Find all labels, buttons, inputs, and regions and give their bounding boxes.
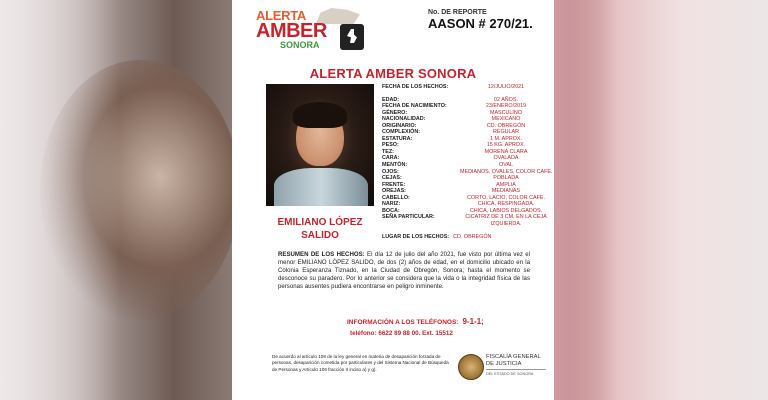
fact-value: MEDIANOS, OVALES, COLOR CAFE.	[460, 168, 553, 175]
fact-key: CARA:	[382, 155, 400, 162]
fact-key: OREJAS:	[382, 188, 406, 195]
report-label: No. DE REPORTE	[428, 9, 487, 16]
logo-line-3: SONORA	[280, 40, 320, 50]
fact-value: POBLADA	[493, 175, 519, 182]
fact-value: 02 AÑOS.	[494, 96, 518, 103]
incident-place	[382, 234, 491, 240]
fact-value: 1 M. APROX.	[489, 135, 523, 142]
fact-key: PESO:	[382, 142, 399, 149]
fact-key: FECHA DE LOS HECHOS:	[382, 84, 449, 90]
child-photo	[266, 84, 374, 206]
summary-text: El día 12 de julio del año 2021, fue visto por última vez el menor EMILIANO LÓPEZ SALIDO, de dos (2) años de edad, en el domicilio ubicado en la Colonia Esperanza Tiznado, en la Ciudad de Obregón, Sonora; hasta el momento se desconoce su paradero. Por lo anterior se considera que la vida o la integridad física de las personas ausentes pudiera encontrarse en peligro inminente.	[278, 251, 530, 290]
fact-value: CHICA, LABIOS DELGADOS.	[469, 207, 543, 214]
alert-document	[232, 0, 554, 400]
fact-key: BOCA:	[382, 207, 400, 214]
child-silhouette-icon	[340, 24, 364, 50]
fiscalia-line-3: DEL ESTADO DE SONORA	[486, 372, 534, 376]
fact-key: CABELLO:	[382, 194, 410, 201]
lugar-value: CD. OBREGÓN	[453, 234, 492, 240]
summary-paragraph	[278, 251, 530, 291]
fact-key: NACIONALIDAD:	[382, 116, 426, 123]
fact-key: COMPLEXIÓN:	[382, 129, 421, 136]
child-name-line-2: SALIDO	[301, 230, 339, 241]
lugar-key: LUGAR DE LOS HECHOS:	[382, 234, 450, 240]
fact-value: OVALADA	[493, 155, 519, 162]
logo-line-1: ALERTA	[256, 8, 306, 23]
child-name-line-1: EMILIANO LÓPEZ	[277, 217, 363, 228]
fact-key: NARIZ:	[382, 201, 401, 208]
emergency-number: 9-1-1;	[462, 317, 484, 326]
fact-value: CHICA, RESPINGADA.	[477, 201, 535, 208]
report-number: AASON # 270/21.	[428, 16, 533, 31]
fact-key: EDAD:	[382, 96, 400, 103]
fact-key: TEZ:	[382, 148, 394, 155]
alerta-amber-logo	[256, 8, 366, 58]
fact-key: MENTÓN:	[382, 162, 408, 169]
sena-key: SEÑA PARTICULAR:	[382, 214, 435, 220]
summary-lead: RESUMEN DE LOS HECHOS:	[278, 251, 365, 258]
page-title: ALERTA AMBER SONORA	[309, 66, 477, 81]
info-phones	[347, 317, 484, 326]
logo-line-2: AMBER	[256, 20, 327, 42]
state-seal-icon	[458, 354, 484, 380]
fact-key: ESTATURA:	[382, 135, 413, 142]
fact-value: CORTO, LACIO, COLOR CAFE.	[467, 194, 545, 201]
fiscalia-line-1: FISCALÍA GENERAL	[486, 354, 541, 360]
fact-key: FECHA DE NACIMIENTO:	[382, 103, 447, 110]
fact-value: MEXICANO	[491, 116, 521, 123]
background-right-blur	[554, 0, 768, 400]
fact-key: CEJAS:	[382, 175, 402, 182]
fact-key: GÉNERO:	[382, 109, 408, 116]
child-name	[258, 216, 382, 242]
fact-value: REGULAR	[492, 129, 520, 136]
fact-value: MASCULINO	[489, 109, 523, 116]
fact-value: 12/JULIO/2021	[487, 84, 525, 90]
info-label: INFORMACIÓN A LOS TELÉFONOS:	[347, 319, 459, 326]
sena-value: CICATRIZ DE 3 CM. EN LA CEJA IZQUIERDA.	[465, 214, 547, 227]
background-left-blur	[0, 0, 232, 400]
fact-value: 23/ENERO/2019	[485, 103, 527, 110]
fiscalia-line-2: DE JUSTICIA	[486, 361, 522, 367]
fact-value: MEDIANAS	[491, 188, 521, 195]
fact-value: 15 KG. APROX.	[486, 142, 526, 149]
fact-value: AMPLIA	[496, 181, 516, 188]
fact-key: FRENTE:	[382, 181, 406, 188]
fact-value: MORENA CLARA	[484, 148, 528, 155]
fact-value: OVAL	[499, 162, 513, 169]
fiscalia-logo	[486, 354, 546, 378]
legal-footnote: De acuerdo al artículo 108 de la ley general en materia de desaparición forzada de personas, desaparición cometida por particulares y del Sistema Nacional de Búsqueda de Personas y Artículo 106 fracción II inciso a) y g).	[272, 354, 449, 372]
fact-key: OJOS:	[382, 168, 399, 175]
fact-key: ORIGINARIO:	[382, 122, 417, 129]
fact-value: CD. OBREGÓN	[486, 122, 526, 129]
phone-number: teléfono: 6622 89 88 00. Ext. 15512	[350, 330, 453, 337]
